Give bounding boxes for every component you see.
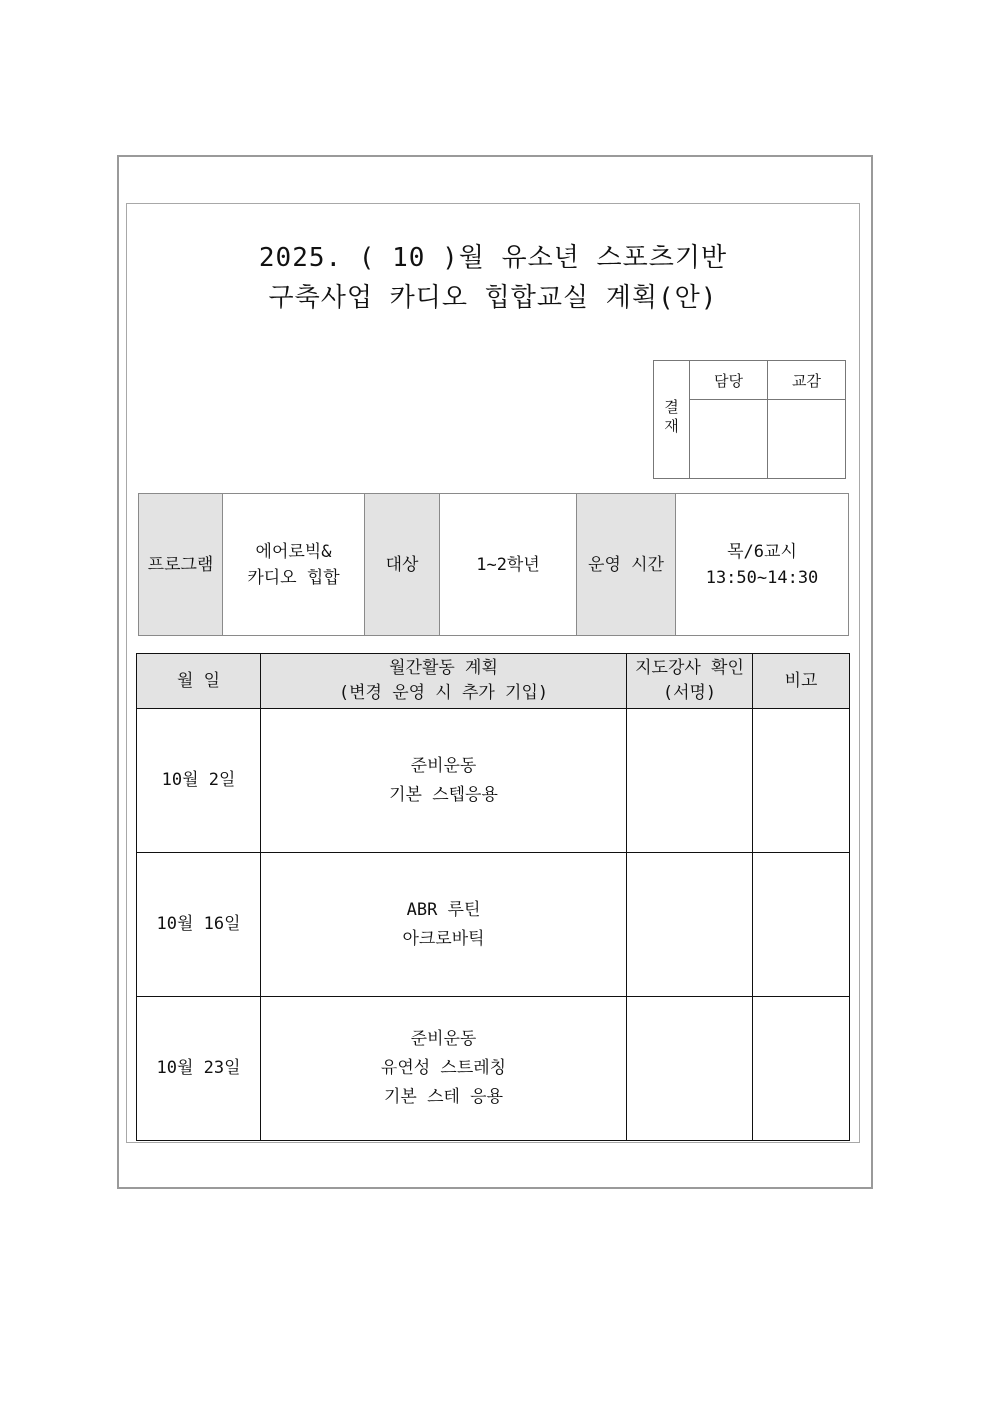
monthly-plan-table xyxy=(136,653,850,1141)
row-signature[interactable] xyxy=(627,997,753,1141)
activity-item: 유연성 스트레칭 xyxy=(380,1058,507,1078)
table-row xyxy=(137,853,850,997)
header-activity xyxy=(261,654,627,709)
target-label: 대상 xyxy=(365,494,440,636)
row-signature[interactable] xyxy=(627,853,753,997)
title-line-2: 구축사업 카디오 힙합교실 계획(안) xyxy=(268,283,718,313)
activity-item: 아크로바틱 xyxy=(402,928,485,949)
time-value-line-1: 목/6교시 xyxy=(727,541,797,562)
plan-header-row xyxy=(137,654,850,709)
approval-header-manager: 담당 xyxy=(690,361,768,400)
program-value-line-1: 에어로빅& xyxy=(255,541,332,562)
time-value xyxy=(676,494,849,636)
time-label: 운영 시간 xyxy=(577,494,676,636)
header-instructor-line-1: 지도강사 확인 xyxy=(635,658,744,678)
activity-item: 기본 스텝응용 xyxy=(389,784,498,805)
activity-item: 준비운동 xyxy=(410,755,477,776)
row-signature[interactable] xyxy=(627,709,753,853)
title-line-1: 2025. ( 10 )월 유소년 스포츠기반 xyxy=(258,243,728,273)
header-instructor-line-2: (서명) xyxy=(662,683,717,703)
row-note[interactable] xyxy=(753,853,850,997)
approval-label: 결재 xyxy=(662,398,680,437)
target-value: 1~2학년 xyxy=(440,494,577,636)
header-activity-line-2: (변경 운영 시 추가 기입) xyxy=(338,683,549,703)
program-value xyxy=(223,494,365,636)
program-value-line-2: 카디오 힙합 xyxy=(247,567,340,588)
row-activities xyxy=(261,853,627,997)
row-activities xyxy=(261,709,627,853)
table-row xyxy=(137,997,850,1141)
header-date: 월 일 xyxy=(137,654,261,709)
approval-header-vice-principal: 교감 xyxy=(768,361,846,400)
activity-item: 준비운동 xyxy=(410,1029,477,1049)
header-note: 비고 xyxy=(753,654,850,709)
row-date: 10월 2일 xyxy=(137,709,261,853)
activity-item: 기본 스테 응용 xyxy=(383,1087,503,1107)
approval-label-cell xyxy=(654,361,690,479)
activity-item: ABR 루틴 xyxy=(406,899,481,920)
program-info-table xyxy=(138,493,849,636)
document-title xyxy=(126,238,860,318)
row-date: 10월 23일 xyxy=(137,997,261,1141)
header-activity-line-1: 월간활동 계획 xyxy=(389,658,498,678)
row-activities xyxy=(261,997,627,1141)
time-value-line-2: 13:50~14:30 xyxy=(705,567,819,588)
header-instructor xyxy=(627,654,753,709)
program-label: 프로그램 xyxy=(139,494,223,636)
row-note[interactable] xyxy=(753,709,850,853)
approval-box xyxy=(653,360,846,479)
row-note[interactable] xyxy=(753,997,850,1141)
approval-sign-manager[interactable] xyxy=(690,400,768,479)
approval-sign-vice-principal[interactable] xyxy=(768,400,846,479)
table-row xyxy=(137,709,850,853)
row-date: 10월 16일 xyxy=(137,853,261,997)
